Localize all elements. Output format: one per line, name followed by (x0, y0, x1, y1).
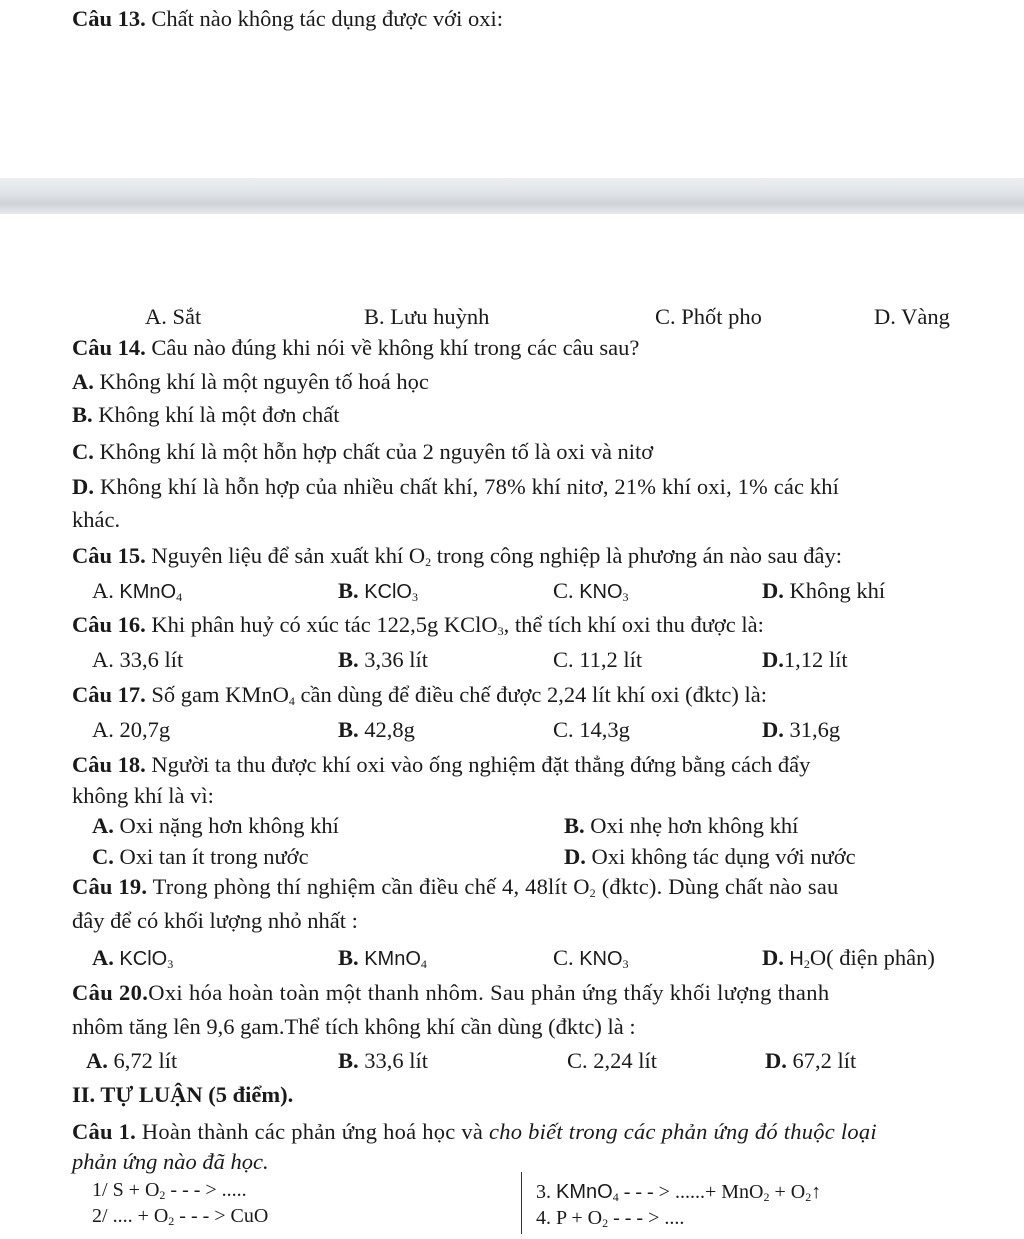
q19-option-d[interactable]: D. $H_2O$( điện phân) (762, 945, 935, 971)
q19-number: Câu 19. (72, 874, 148, 899)
q18-number: Câu 18. (72, 752, 146, 777)
q14-stem (72, 333, 639, 363)
q13-option-c[interactable]: C. Phốt pho (655, 304, 762, 329)
q16-option-a[interactable]: A. 33,6 lít (92, 647, 184, 672)
q13-option-b[interactable]: B. Lưu huỳnh (364, 304, 490, 329)
q17-number: Câu 17. (72, 682, 146, 707)
q14-number: Câu 14. (72, 335, 146, 360)
q20-option-d[interactable]: D. 67,2 lít (765, 1048, 857, 1073)
q14-option-b[interactable]: B. Không khí là một đơn chất (72, 402, 340, 427)
q20-option-a[interactable]: A. 6,72 lít (86, 1048, 178, 1073)
q13-number: Câu 13. (72, 6, 146, 31)
q14-option-a[interactable]: A. Không khí là một nguyên tố hoá học (72, 369, 429, 394)
q15-number: Câu 15. (72, 543, 146, 568)
q20-stem: Câu 20.Oxi hóa hoàn toàn một thanh nhôm. Sau phản ứng thấy khối lượng thanh (72, 980, 830, 1005)
equation-4: 4. $P + O_2$ - - - > .... (536, 1207, 685, 1230)
bottom-edge (0, 1234, 1024, 1239)
q13-text: Chất nào không tác dụng được với oxi: (145, 6, 503, 31)
q16-stem: Câu 16. Khi phân huỷ có xúc tác 122,5g KClO$_3$, thể tích khí oxi thu được là: (72, 612, 764, 638)
q15-option-a[interactable]: A. KMnO$_4$ (92, 578, 183, 604)
q20-stem-continuation: nhôm tăng lên 9,6 gam.Thể tích không khí cần dùng (đktc) là : (72, 1014, 636, 1039)
section-title: II. TỰ LUẬN (5 điểm). (72, 1082, 294, 1107)
equation-3: 3. KMnO$_4$ - - - > ......+ $MnO_2 + O_2↑$ (536, 1181, 822, 1204)
q14-option-d[interactable]: D. Không khí là hỗn hợp của nhiều chất khí, 78% khí nitơ, 21% khí oxi, 1% các khí (72, 474, 840, 499)
q19-stem: Câu 19. Trong phòng thí nghiệm cần điều chế 4, 48lít $O_2$ (đktc). Dùng chất nào sau (72, 874, 839, 900)
q16-option-c[interactable]: C. 11,2 lít (553, 647, 643, 672)
q18-stem: Câu 18. Người ta thu được khí oxi vào ống nghiệm đặt thẳng đứng bằng cách đẩy (72, 752, 811, 777)
q14-text: Câu nào đúng khi nói về không khí trong các câu sau? (145, 335, 640, 360)
q20-option-c[interactable]: C. 2,24 lít (567, 1048, 658, 1073)
q13-option-d[interactable]: D. Vàng (874, 304, 950, 329)
q15-stem: Câu 15. Nguyên liệu để sản xuất khí $O_2$ trong công nghiệp là phương án nào sau đây: (72, 543, 842, 569)
essay-q1-number: Câu 1. (72, 1119, 137, 1144)
essay-q1-stem: Câu 1. Hoàn thành các phản ứng hoá học và cho biết trong các phản ứng đó thuộc loại (72, 1119, 877, 1144)
q16-option-b[interactable]: B. 3,36 lít (338, 647, 429, 672)
q18-option-b[interactable]: B. Oxi nhẹ hơn không khí (564, 813, 799, 838)
q14-option-c[interactable]: C. Không khí là một hỗn hợp chất của 2 nguyên tố là oxi và nitơ (72, 439, 654, 464)
equation-1: 1/ $S + O_2$ - - - > ..... (92, 1179, 247, 1202)
q17-option-d[interactable]: D. 31,6g (762, 717, 841, 742)
q19-stem-continuation: đây để có khối lượng nhỏ nhất : (72, 908, 358, 933)
q18-option-d[interactable]: D. Oxi không tác dụng với nước (564, 844, 856, 869)
q16-option-d[interactable]: D.1,12 lít (762, 647, 848, 672)
q18-option-c[interactable]: C. Oxi tan ít trong nước (92, 844, 309, 869)
q13-option-a[interactable]: A. Sắt (145, 304, 202, 329)
q19-option-a[interactable]: A. KClO$_3$ (92, 945, 174, 971)
q17-option-b[interactable]: B. 42,8g (338, 717, 415, 742)
q16-number: Câu 16. (72, 612, 146, 637)
q19-option-b[interactable]: B. KMnO$_4$ (338, 945, 427, 971)
essay-q1-stem-continuation: phản ứng nào đã học. (72, 1149, 269, 1174)
column-divider (521, 1172, 522, 1236)
q20-number: Câu 20. (72, 980, 149, 1005)
q17-stem: Câu 17. Số gam KMnO$_4$ cần dùng để điều chế được 2,24 lít khí oxi (đktc) là: (72, 682, 767, 708)
q18-stem-continuation: không khí là vì: (72, 783, 214, 808)
q20-option-b[interactable]: B. 33,6 lít (338, 1048, 429, 1073)
q14-option-d-continuation: khác. (72, 507, 121, 532)
q19-option-c[interactable]: C. $KNO_3$ (553, 945, 629, 971)
q18-option-a[interactable]: A. Oxi nặng hơn không khí (92, 813, 339, 838)
q13-stem (72, 4, 503, 34)
equation-2: 2/ .... + $O_2$ - - - > CuO (92, 1205, 269, 1228)
divider-band (0, 178, 1024, 214)
q17-option-a[interactable]: A. 20,7g (92, 717, 171, 742)
q15-option-b[interactable]: B. KClO$_3$ (338, 578, 418, 604)
q17-option-c[interactable]: C. 14,3g (553, 717, 630, 742)
q15-option-c[interactable]: C. $KNO_3$ (553, 578, 629, 604)
q15-option-d[interactable]: D. Không khí (762, 578, 886, 603)
